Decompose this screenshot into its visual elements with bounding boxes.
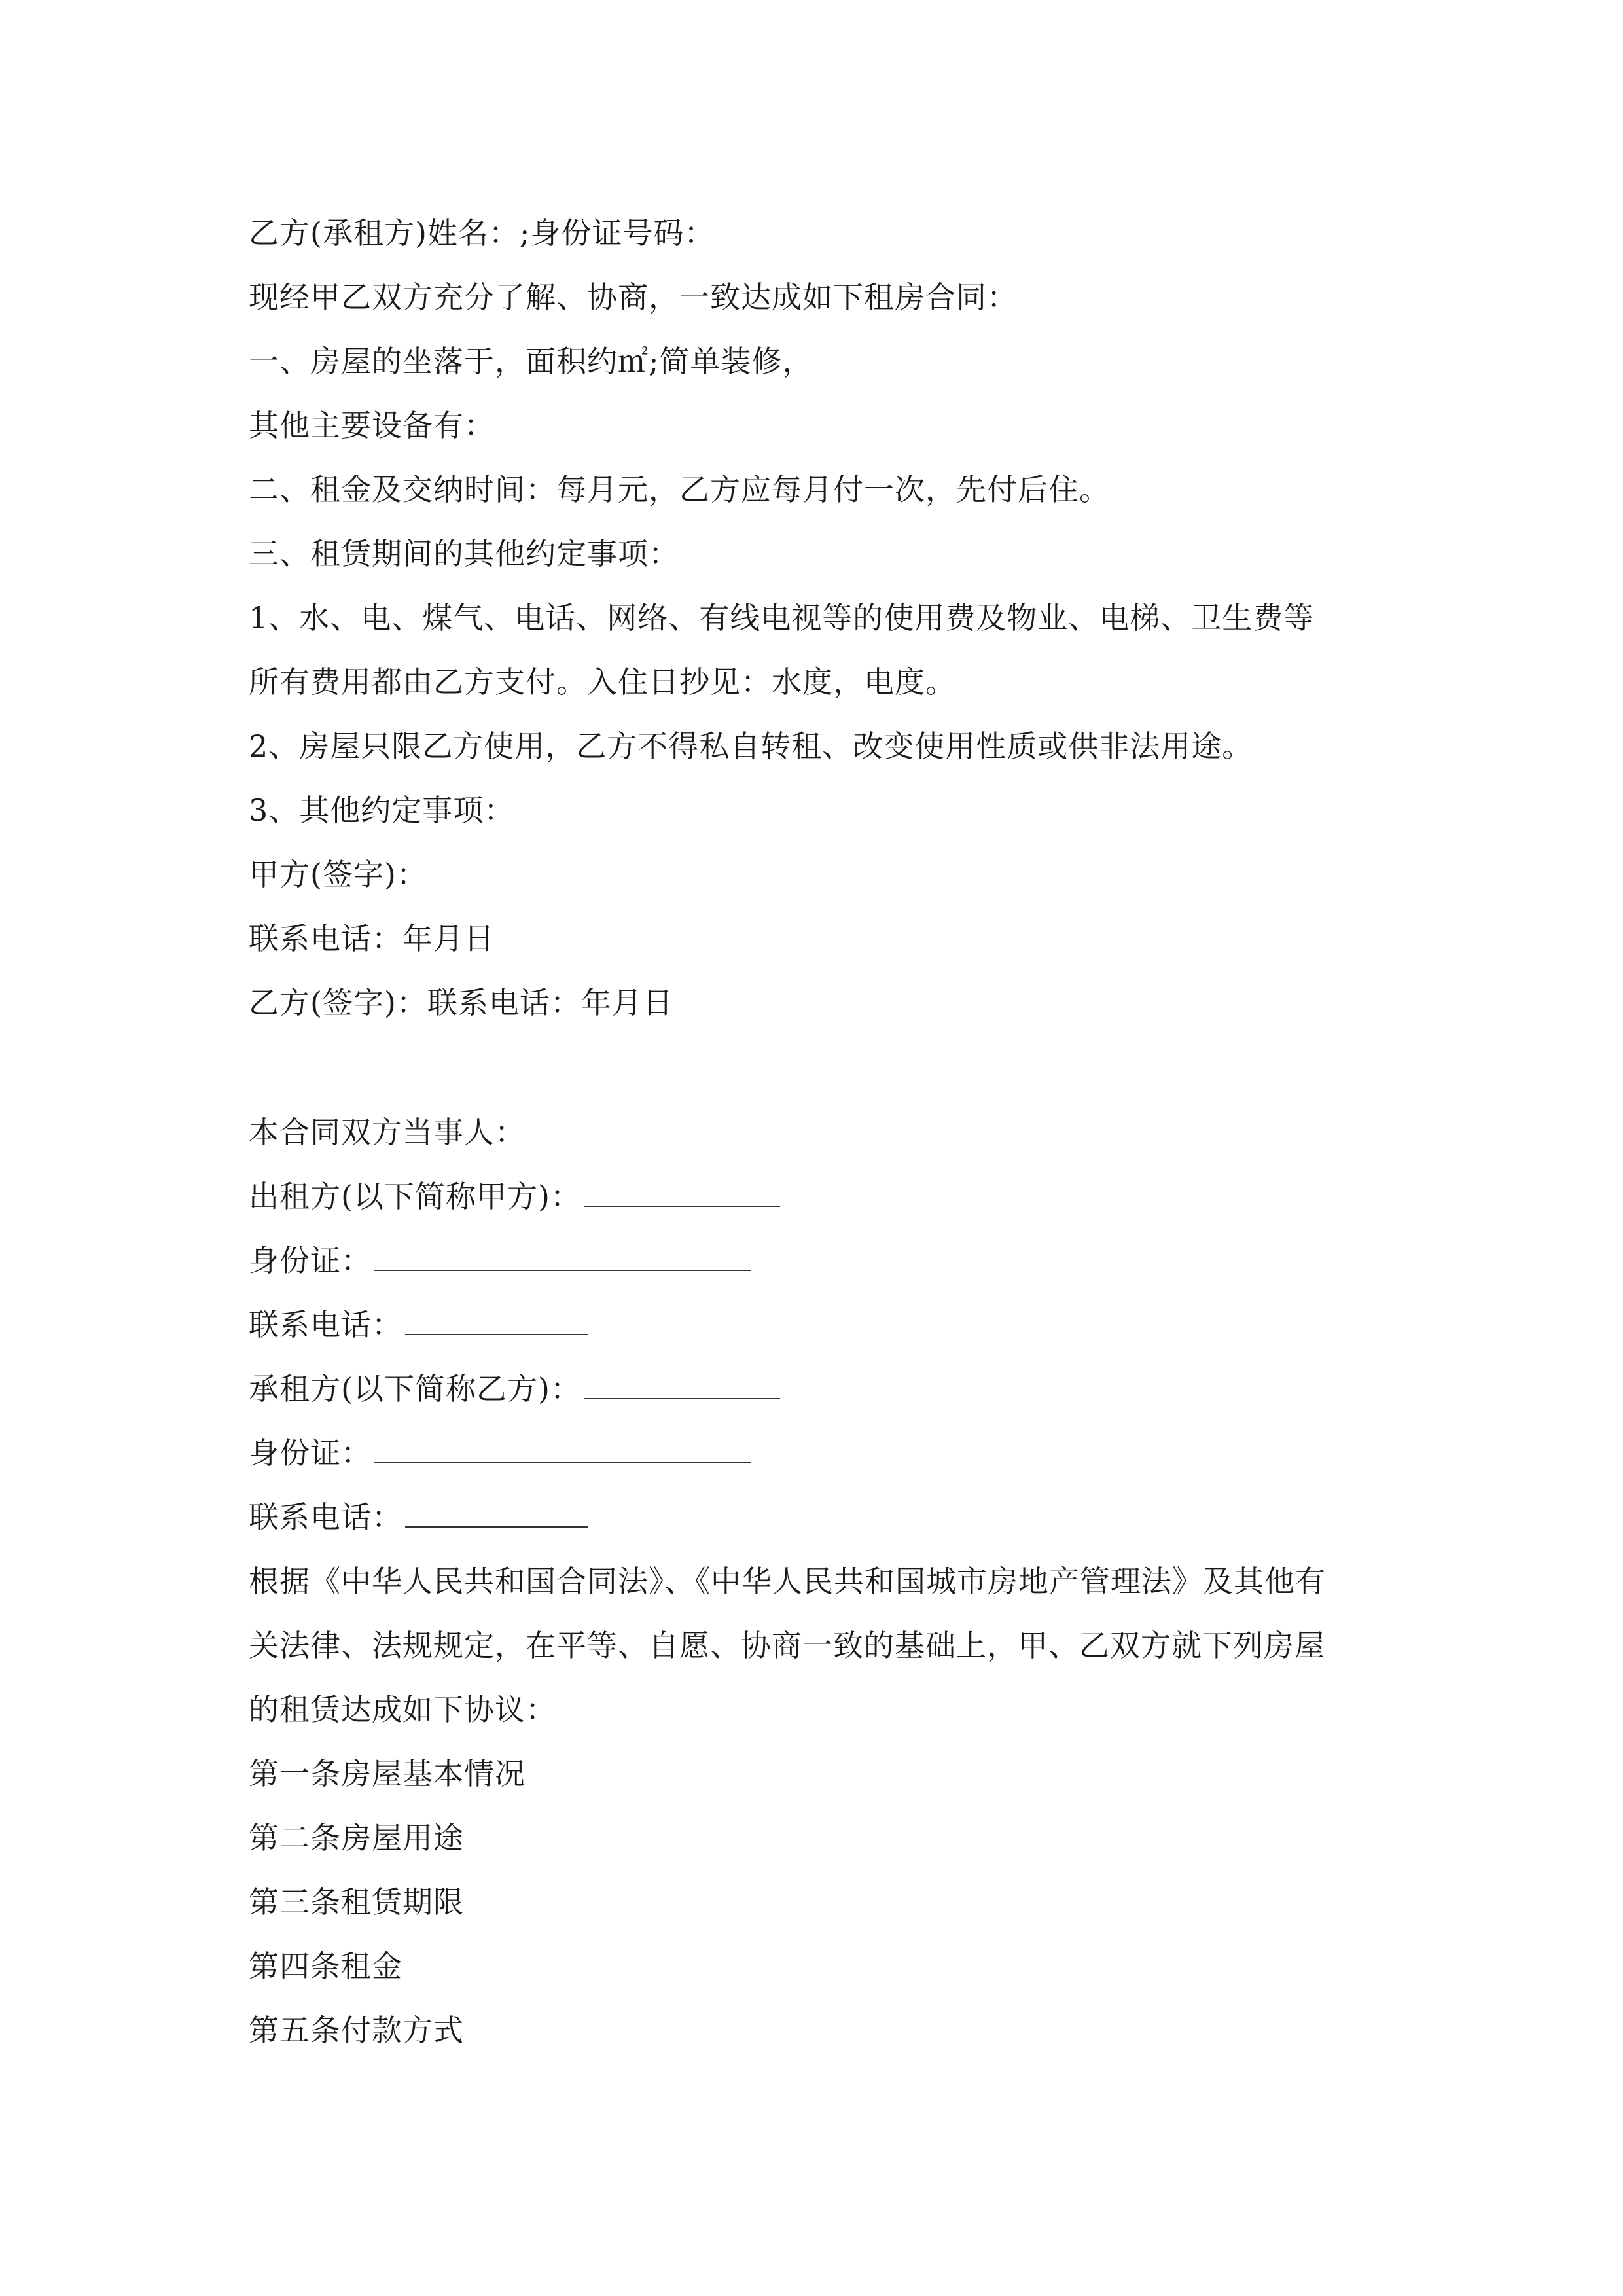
lessee-label: 承租方(以下简称乙方)： — [249, 1371, 581, 1407]
clause-three-heading: 三、租赁期间的其他约定事项： — [249, 536, 679, 571]
lessee-id-label: 身份证： — [249, 1435, 372, 1471]
article-two: 第二条房屋用途 — [249, 1820, 464, 1856]
party-b-signature-line: 乙方(签字)：联系电话：年月日 — [249, 985, 673, 1020]
main-equipment-line: 其他主要设备有： — [249, 408, 495, 443]
lessor-phone-label: 联系电话： — [249, 1307, 402, 1342]
party-a-phone-date-line: 联系电话：年月日 — [249, 921, 495, 956]
lessor-id-label: 身份证： — [249, 1243, 372, 1278]
legal-basis-line-1: 根据《中华人民共和国合同法》、《中华人民共和国城市房地产管理法》及其他有 — [249, 1564, 1326, 1599]
legal-basis-line-2: 关法律、法规规定，在平等、自愿、协商一致的基础上，甲、乙双方就下列房屋 — [249, 1628, 1325, 1663]
article-three: 第三条租赁期限 — [249, 1884, 464, 1920]
lessor-name-blank — [584, 1179, 780, 1207]
lessee-phone-blank — [405, 1500, 588, 1528]
item-three-other-line: 3、其他约定事项： — [249, 793, 515, 828]
lessee-id-blank — [374, 1436, 751, 1463]
lessee-id-row — [249, 1433, 751, 1473]
article-five: 第五条付款方式 — [249, 2013, 464, 2048]
lessor-phone-row — [249, 1305, 588, 1344]
item-one-fees-continued: 所有费用都由乙方支付。入住日抄见：水度，电度。 — [249, 664, 956, 700]
lessor-phone-blank — [405, 1308, 588, 1335]
lessor-name-row — [249, 1177, 780, 1216]
lessee-name-id-line: 乙方(承租方)姓名：;身份证号码： — [249, 215, 715, 251]
item-one-fees-line: 1、水、电、煤气、电话、网络、有线电视等的使用费及物业、电梯、卫生费等 — [249, 600, 1315, 636]
party-a-signature-line: 甲方(签字)： — [249, 857, 427, 892]
parties-intro: 本合同双方当事人： — [249, 1115, 526, 1150]
lessor-label: 出租方(以下简称甲方)： — [249, 1179, 581, 1214]
lessor-id-row — [249, 1241, 751, 1280]
lessor-id-blank — [374, 1244, 751, 1271]
clause-one-location-line: 一、房屋的坐落于，面积约㎡;简单装修， — [249, 344, 813, 379]
legal-basis-line-3: 的租赁达成如下协议： — [249, 1692, 556, 1727]
lessee-phone-label: 联系电话： — [249, 1499, 402, 1535]
clause-two-rent-line: 二、租金及交纳时间：每月元，乙方应每月付一次，先付后住。 — [249, 472, 1110, 507]
article-four: 第四条租金 — [249, 1948, 402, 1984]
lessee-name-row — [249, 1369, 780, 1408]
article-one: 第一条房屋基本情况 — [249, 1756, 526, 1791]
item-two-usage-line: 2、房屋只限乙方使用，乙方不得私自转租、改变使用性质或供非法用途。 — [249, 728, 1253, 764]
lessee-phone-row — [249, 1498, 588, 1537]
agreement-intro-line: 现经甲乙双方充分了解、协商，一致达成如下租房合同： — [249, 279, 1018, 315]
lessee-name-blank — [584, 1372, 780, 1399]
